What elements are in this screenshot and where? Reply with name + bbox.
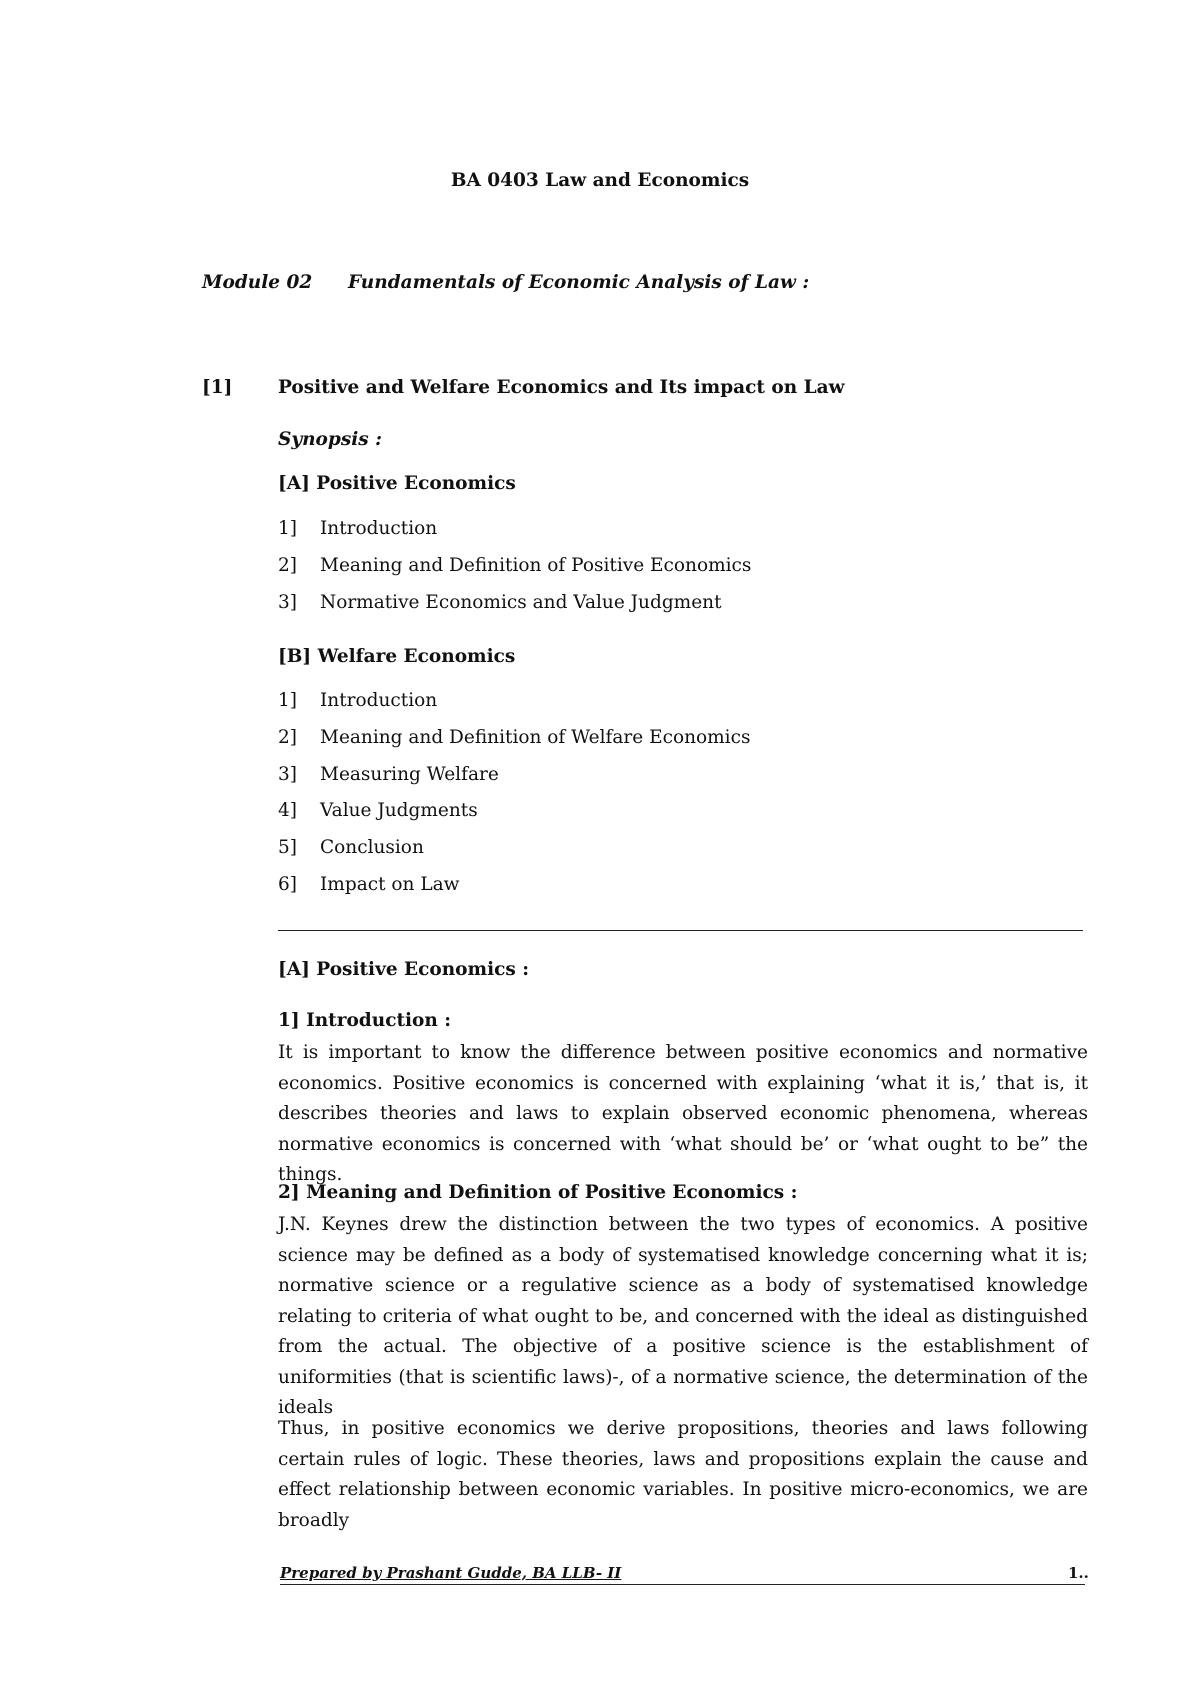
module-title: Fundamentals of Economic Analysis of Law : — [348, 272, 810, 293]
list-item: Value Judgments — [320, 800, 478, 821]
list-item: Introduction — [320, 518, 438, 539]
thus-paragraph: Thus, in positive economics we derive propositions, theories and laws following certain rules of logic. These theories, laws and propositions explain the cause and effect relationship between economic variables. In positive micro-economics, we are broadly — [278, 1418, 1088, 1531]
section-title: Positive and Welfare Economics and Its impact on Law — [278, 377, 845, 398]
section-divider — [278, 930, 1083, 931]
list-item-number: 2] — [278, 555, 297, 576]
list-item-number: 4] — [278, 800, 297, 821]
body-heading-a: [A] Positive Economics : — [278, 959, 530, 980]
page-number: 1.. — [1068, 1564, 1089, 1582]
list-item: Meaning and Definition of Positive Economics — [320, 555, 752, 576]
list-item-number: 3] — [278, 764, 297, 785]
list-item: Impact on Law — [320, 874, 460, 895]
meaning-paragraph: J.N. Keynes drew the distinction between the two types of economics. A positive science may be defined as a body of systematised knowledge concerning what it is; normative science or a regulative science as a body of systematised knowledge relating to criteria of what ought to be, and concerned with the ideal as distinguished from the actual. The objective of a positive science is the establishment of uniformities (that is scientific laws)-, of a normative science, the determination of the ideals — [278, 1214, 1088, 1418]
intro-paragraph: It is important to know the difference between positive economics and normative economics. Positive economics is concerned with explaining ‘what it is,’ that is, it describes theories and laws to explain observed economic phenomena, whereas normative economics is concerned with ‘what should be’ or ‘what ought to be” the things. — [278, 1042, 1088, 1185]
list-item: Meaning and Definition of Welfare Economics — [320, 727, 751, 748]
document-title: BA 0403 Law and Economics — [450, 170, 750, 191]
synopsis-label: Synopsis : — [278, 429, 382, 450]
list-item: Conclusion — [320, 837, 424, 858]
intro-heading: 1] Introduction : — [278, 1010, 452, 1031]
footer-rule — [280, 1584, 1085, 1585]
module-label: Module 02 — [202, 272, 313, 293]
list-item: Normative Economics and Value Judgment — [320, 592, 722, 613]
meaning-heading: 2] Meaning and Definition of Positive Economics : — [278, 1182, 798, 1203]
list-item-number: 6] — [278, 874, 297, 895]
list-item-number: 3] — [278, 592, 297, 613]
list-item-number: 5] — [278, 837, 297, 858]
footer-author: Prepared by Prashant Gudde, BA LLB- II — [280, 1564, 622, 1582]
section-number: [1] — [202, 377, 233, 398]
list-item-number: 1] — [278, 690, 297, 711]
synopsis-b-heading: [B] Welfare Economics — [278, 646, 516, 667]
list-item: Introduction — [320, 690, 438, 711]
list-item-number: 1] — [278, 518, 297, 539]
synopsis-a-heading: [A] Positive Economics — [278, 473, 516, 494]
list-item-number: 2] — [278, 727, 297, 748]
list-item: Measuring Welfare — [320, 764, 499, 785]
